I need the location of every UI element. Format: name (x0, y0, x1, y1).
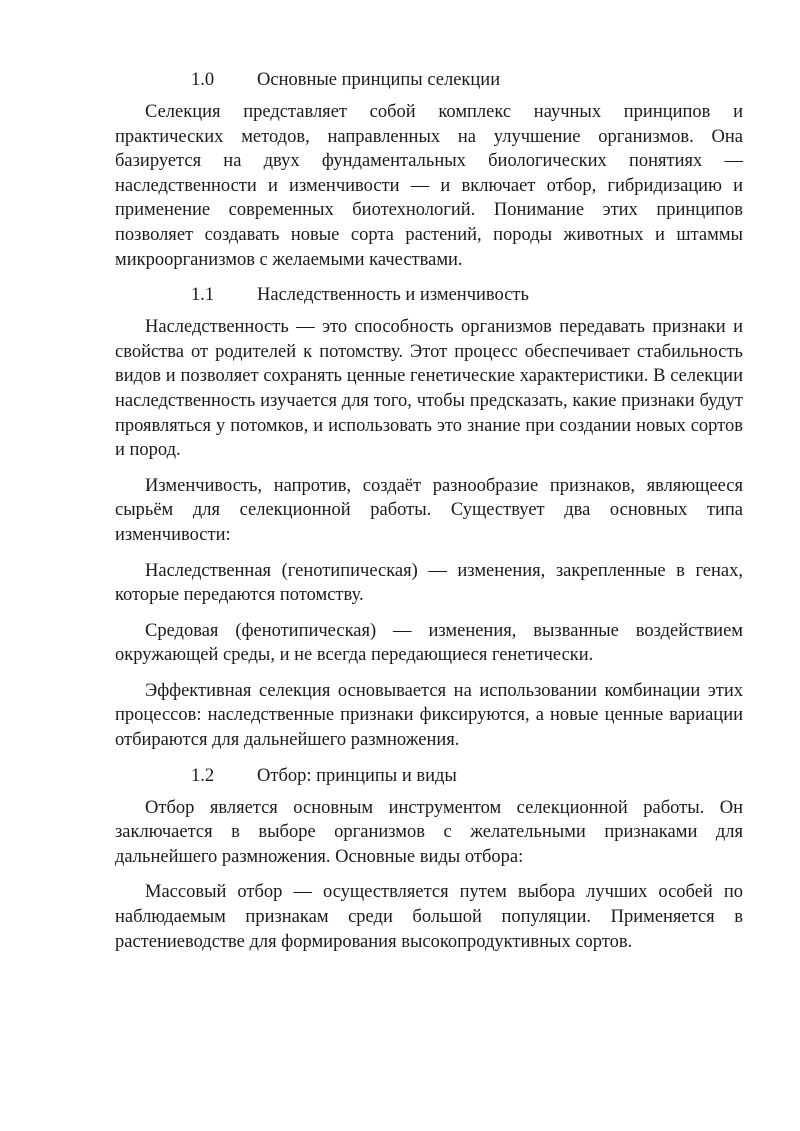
paragraph: Средовая (фенотипическая) — изменения, вызванные воздействием окружающей среды, и не всегда передающиеся генетически. (115, 620, 743, 666)
paragraph: Наследственность — это способность организмов передавать признаки и свойства от родителей к потомству. Этот процесс обеспечивает стабильность видов и позволяет сохранять ценные генетические характеристики. В селекции наследственность изучается для того, чтобы предсказать, какие признаки будут проявляться у потомков, и использовать это знание при создании новых сортов и пород. (115, 317, 743, 461)
section-heading-1-1 (115, 283, 743, 307)
paragraph: Изменчивость, напротив, создаёт разнообразие признаков, являющееся сырьём для селекционной работы. Существует два основных типа изменчивости: (115, 475, 743, 545)
section-number: 1.0 (191, 70, 215, 90)
section-title: Основные принципы селекции (257, 70, 501, 90)
section-heading-1-2 (115, 764, 743, 788)
paragraph: Наследственная (генотипическая) — изменения, закрепленные в генах, которые передаются потомству. (115, 560, 743, 606)
section-number: 1.1 (191, 285, 215, 306)
section-title: Наследственность и изменчивость (257, 285, 529, 306)
paragraph: Отбор является основным инструментом селекционной работы. Он заключается в выборе организмов с желательными признаками для дальнейшего размножения. Основные виды отбора: (115, 797, 743, 867)
section-heading-1-0 (115, 68, 743, 92)
section-title: Отбор: принципы и виды (257, 765, 457, 786)
section-number: 1.2 (191, 765, 215, 786)
paragraph: Селекция представляет собой комплекс научных принципов и практических методов, направленных на улучшение организмов. Она базируется на двух фундаментальных биологических понятиях — наследственности и изменчивости — и включает отбор, гибридизацию и применение современных биотехнологий. Понимание этих принципов позволяет создавать новые сорта растений, породы животных и штаммы микроорганизмов с желаемыми качествами. (115, 102, 743, 270)
document-page (115, 68, 743, 965)
paragraph: Эффективная селекция основывается на использовании комбинации этих процессов: наследственные признаки фиксируются, а новые ценные вариации отбираются для дальнейшего размножения. (115, 680, 743, 751)
paragraph: Массовый отбор — осуществляется путем выбора лучших особей по наблюдаемым признакам среди большой популяции. Применяется в растениеводстве для формирования высокопродуктивных сортов. (115, 882, 743, 952)
